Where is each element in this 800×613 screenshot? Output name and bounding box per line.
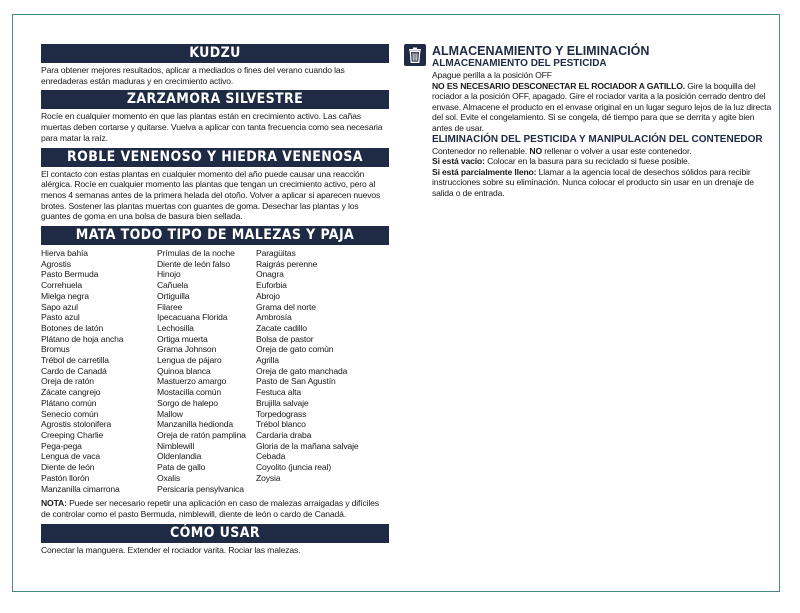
weed-name: Trébol de carretilla <box>41 355 109 366</box>
weed-name: Bromus <box>41 344 70 355</box>
storage-subtitle: ALMACENAMIENTO DEL PESTICIDA <box>432 58 607 69</box>
weed-name: Lengua de pájaro <box>157 355 222 366</box>
weed-name: Pata de gallo <box>157 462 206 473</box>
weed-name: Persicaria pensylvanica <box>157 483 244 494</box>
weed-name: Pasto azul <box>41 312 80 323</box>
weed-name: Correhuela <box>41 280 83 291</box>
section-header-roble: ROBLE VENENOSO Y HIEDRA VENENOSA <box>41 148 389 167</box>
weed-name: Pasto de San Agustín <box>256 376 336 387</box>
weed-name: Manzanilla cimarrona <box>41 483 120 494</box>
weed-name: Trébol blanco <box>256 419 306 430</box>
weed-column-1 <box>41 248 157 494</box>
weed-name: Cardaria draba <box>256 429 312 440</box>
weed-name: Oxalis <box>157 472 180 483</box>
storage-body <box>432 70 774 199</box>
weed-name: Agrostis <box>41 258 71 269</box>
weed-name: Nimblewill <box>157 440 195 451</box>
weed-name: Zacate cadillo <box>256 322 307 333</box>
weed-name: Coyolito (juncia real) <box>256 462 332 473</box>
storage-title: ALMACENAMIENTO Y ELIMINACIÓN <box>432 44 650 58</box>
disposal-line-1a: Contenedor no rellenable. <box>432 145 530 156</box>
weed-name: Oreja de gato común <box>256 344 334 355</box>
weed-name: Hierva bahía <box>41 248 88 259</box>
disposal-subtitle: ELIMINACIÓN DEL PESTICIDA Y MANIPULACIÓN DEL CONTENEDOR <box>432 133 763 145</box>
weed-name: Mastuerzo amargo <box>157 376 227 387</box>
weed-name: Brujilla salvaje <box>256 397 309 408</box>
weed-name: Manzanilla hedionda <box>157 419 233 430</box>
roble-text: El contacto con estas plantas en cualquier momento del año puede causar una reacción alérgica. Rocíe en cualquier momento las plantas que tengan un crecimiento activo, pero al menos 4 semanas antes de la primera helada del otoño. Volver a aplicar si aparecen nuevos brotes. Sostener las plantas muertas con guantes de goma. Desechar las plantas y los guantes de goma en una bolsa de basura bien sellada. <box>41 168 381 222</box>
nota-paragraph <box>41 498 389 519</box>
weed-name: Cañuela <box>157 280 188 291</box>
disposal-empty-text: Colocar en la basura para su reciclado si fuese posible. <box>484 156 690 167</box>
weed-name: Diente de león <box>41 462 95 473</box>
section-header-zarzamora: ZARZAMORA SILVESTRE <box>41 90 389 109</box>
kudzu-text: Para obtener mejores resultados, aplicar a mediados o fines del verano cuando las enredaderas están maduras y en crecimiento activo. <box>41 65 345 86</box>
weed-name: Oreja de ratón pamplina <box>157 429 246 440</box>
zarzamora-text: Rocíe en cualquier momento en que las plantas están en crecimiento activo. Las cañas muertas deben cortarse y quitarse. Vuelva a aplicar con tanta frecuencia como sea necesaria para matar la raíz. <box>41 111 383 143</box>
disposal-empty-label: Si está vacío: <box>432 156 485 167</box>
weed-name: Oreja de gato manchada <box>256 365 348 376</box>
disposal-partial-label: Si está parcialmente lleno: <box>432 166 537 177</box>
nota-label: NOTA: <box>41 498 67 509</box>
section-header-kudzu: KUDZU <box>41 44 389 63</box>
weed-name: Diente de león falso <box>157 258 230 269</box>
weed-name: Plátano común <box>41 397 97 408</box>
weed-name: Lengua de vaca <box>41 451 101 462</box>
weed-name: Torpedograss <box>256 408 307 419</box>
left-column <box>41 44 389 559</box>
weed-name: Bolsa de pastor <box>256 333 314 344</box>
weed-name: Filaree <box>157 301 183 312</box>
weed-name: Agrilla <box>256 355 279 366</box>
como-usar-text: Conectar la manguera. Extender el rociador varita. Rociar las malezas. <box>41 544 301 555</box>
weed-column-2 <box>157 248 256 494</box>
weed-name: Sorgo de halepo <box>157 397 218 408</box>
weed-list <box>41 248 389 494</box>
weed-name: Plátano de hoja ancha <box>41 333 124 344</box>
storage-header <box>404 44 774 70</box>
weed-name: Zácate cangrejo <box>41 387 101 398</box>
weed-name: Euforbia <box>256 280 287 291</box>
weed-name: Prímulas de la noche <box>157 248 235 259</box>
weed-name: Lechosilla <box>157 322 194 333</box>
weed-name: Pasto Bermuda <box>41 269 99 280</box>
weed-column-3 <box>256 248 386 494</box>
weed-name: Ambrosía <box>256 312 292 323</box>
disposal-empty <box>432 156 774 167</box>
disposal-line-1 <box>432 146 774 157</box>
nota-text: Puede ser necesario repetir una aplicación en caso de malezas arraigadas y difíciles de controlar como el pasto Bermuda, nimblewill, diente de león o cardo de Canadá. <box>41 498 379 519</box>
storage-warning: NO ES NECESARIO DESCONECTAR EL ROCIADOR A GATILLO. <box>432 80 686 91</box>
weed-name: Pastón llorón <box>41 472 90 483</box>
weed-name: Quinoa blanca <box>157 365 211 376</box>
weed-name: Ortiga muerta <box>157 333 208 344</box>
weed-name: Festuca alta <box>256 387 302 398</box>
trash-icon <box>404 44 426 66</box>
weed-name: Onagra <box>256 269 284 280</box>
disposal-line-1-bold: NO <box>529 145 542 156</box>
weed-name: Grama del norte <box>256 301 316 312</box>
weed-name: Mielga negra <box>41 290 89 301</box>
weed-name: Raigrás perenne <box>256 258 318 269</box>
weed-name: Oreja de ratón <box>41 376 94 387</box>
weed-name: Paragüitas <box>256 248 296 259</box>
weed-name: Agrostis stolonifera <box>41 419 112 430</box>
weed-name: Sapo azul <box>41 301 78 312</box>
disposal-line-1b: rellenar o volver a usar este contenedor. <box>541 145 692 156</box>
disposal-partial <box>432 167 774 199</box>
storage-instructions: Gire la boquilla del rociador a la posición OFF, apagado. Gire el rociador varita a la posición cerrado dentro del envase. Almacene el producto en el envase original en un lugar seguro lejos de la luz directa del sol. Evite el congelamiento. Si se congela, dé tiempo para que se derrita y agite bien antes de usar. <box>432 80 772 133</box>
weed-name: Gloria de la mañana salvaje <box>256 440 359 451</box>
weed-name: Senecio común <box>41 408 99 419</box>
weed-name: Mostacilla común <box>157 387 221 398</box>
weed-name: Creeping Charlie <box>41 429 104 440</box>
weed-name: Zoysia <box>256 472 281 483</box>
weed-name: Cardo de Canadá <box>41 365 107 376</box>
weed-name: Mallow <box>157 408 183 419</box>
section-header-mata: MATA TODO TIPO DE MALEZAS Y PAJA <box>41 226 389 245</box>
weed-name: Ortiguilla <box>157 290 190 301</box>
weed-name: Ipecacuana Florida <box>157 312 228 323</box>
storage-line-1: Apague perilla a la posición OFF <box>432 70 552 80</box>
weed-name: Abrojo <box>256 290 280 301</box>
weed-name: Hinojo <box>157 269 181 280</box>
weed-name: Pega-pega <box>41 440 82 451</box>
storage-paragraph <box>432 81 774 134</box>
section-header-como-usar: CÓMO USAR <box>41 524 389 543</box>
weed-name: Botones de latón <box>41 322 104 333</box>
weed-name: Cebada <box>256 451 286 462</box>
disposal-partial-text: Llamar a la agencia local de desechos sólidos para recibir instrucciones sobre su eliminación. Nunca colocar el producto sin usar en un drenaje de salida o de entrada. <box>432 166 754 198</box>
right-column <box>404 44 774 199</box>
weed-name: Oldenlandia <box>157 451 202 462</box>
weed-name: Grama Johnson <box>157 344 217 355</box>
